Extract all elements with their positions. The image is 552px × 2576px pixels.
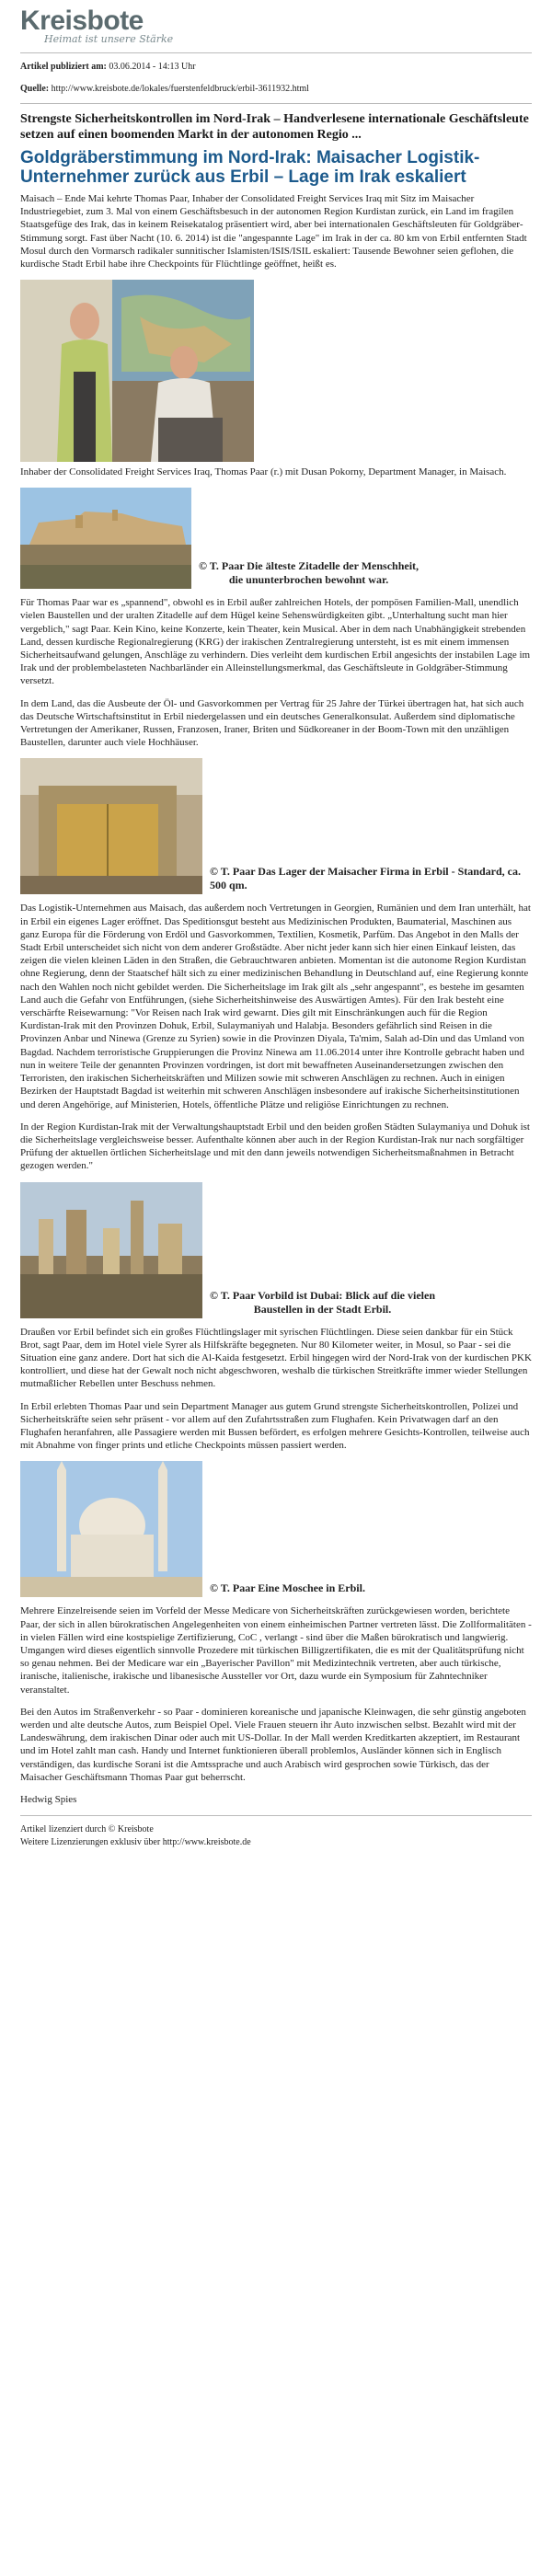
photo2-caption [199, 559, 419, 589]
photo-citadel [20, 488, 191, 589]
divider [20, 52, 532, 53]
logo-wordmark: Kreisbote [20, 6, 144, 36]
photo-warehouse [20, 758, 202, 894]
source-line [20, 83, 532, 96]
more-licenses-line [20, 1836, 532, 1849]
photo4-caption-line2: Baustellen in der Stadt Erbil. [253, 1302, 392, 1316]
kreisbote-logo[interactable] [20, 7, 532, 45]
published-date: 03.06.2014 - 14:13 Uhr [109, 62, 196, 72]
paragraph: Bei den Autos im Straßenverkehr - so Paar - dominieren koreanische und japanische Kleinwagen, die sehr günstig angeboten werden und alte deutsche Autos, zum Beispiel Opel. Viele Frauen steuern ihr Auto inzwischen selbst. Bezahlt wird mit der Landeswährung, dem irakischen Dinar oder auch mit US-Dollar. In der Mall werden Kreditkarten akzeptiert, im Restaurant und im Hotel zahlt man cash. Handy und Internet funktionieren überall problemlos, Ausländer können sich in Englisch verständigen, das kurdische Sorani ist die Amtssprache und auch Arabisch wird gesprochen sowie Türkisch, das der Maisacher Geschäftsmann Thomas Paar gut beherrscht. [20, 1706, 526, 1783]
divider [20, 103, 532, 104]
paragraph: Das Logistik-Unternehmen aus Maisach, das außerdem noch Vertretungen in Georgien, Rumänien und dem Iran unterhält, hat in Erbil ein eigenes Lager eröffnet. Das Speditionsgut besteht aus Medizinischen Produkten, Baumaterial, Maschinen aus ganz Europa für die Förderung von Erdöl und Gasvorkommen, Textilien, Kosmetik, Parfüm. Das Angebot in den Malls der Stadt Erbil unterscheidet sich nicht von dem anderer Großstädte. Aber nicht jeder kann sich hier einen Einkauf leisten, das zeigen die vielen kleinen Läden in den Straßen, die Gebrauchtwaren anbieten. Momentan ist die autonome Region Kurdistan ohne Regierung, denn der Staatschef hält sich zu einer medizinischen Behandlung in Deutschland auf, eine Regierung konnte nach den Wahlen noch nicht gebildet werden. Die Sicherheitslage im Irak gilt als „sehr angespannt", es bestehe im gesamten Land auch die Gefahr von Entführungen, (siehe Sicherheitshinweise des Auswärtigen Amtes). Für den Irak besteht eine verschärfte Reisewarnung: "Vor Reisen nach Irak wird gewarnt. Dies gilt mit Einschränkungen auch für die Region Kurdistan-Irak mit den Provinzen Dohuk, Erbil, Sulaymaniyah und Halabja. Besonders gefährlich sind Reisen in die Provinzen Anbar und Ninewa (Grenze zu Syrien) sowie in die Provinzen Diyala, Ta'mim, Salah ad-Din und das Umland von Bagdad. Nachdem terroristische Gruppierungen die Provinz Ninewa am 11.06.2014 unter ihre Kontrolle gebracht haben und nun in weitere Teile der genannten Provinzen vordringen, ist dort mit bewaffneten Auseinandersetzungen zwischen den Terroristen, den irakischen Sicherheitskräften und Milizen sowie mit schweren Anschlägen zu rechnen. Auch in einigen Bezirken der Hauptstadt Bagdad ist weiterhin mit schweren Anschlägen insbesondere auf irakische Sicherheitsinstitutionen und deren Angehörige, auf Ministerien, Hotels, öffentliche Plätze und religiöse Einrichtungen zu rechnen. [20, 903, 531, 1110]
published-line [20, 61, 532, 74]
photo4-row [20, 1182, 532, 1318]
photo4-caption [210, 1289, 435, 1318]
photo-city-construction [20, 1182, 202, 1318]
photo5-caption: © T. Paar Eine Moschee in Erbil. [210, 1581, 365, 1595]
article-headline: Goldgräberstimmung im Nord-Irak: Maisacher Logistik-Unternehmer zurück aus Erbil – Lage im Irak eskaliert [20, 148, 480, 187]
paragraph: Mehrere Einzelreisende seien im Vorfeld der Messe Medicare von Sicherheitskräften zurückgewiesen worden, berichtete Paar, der sich in allen bürokratischen Angelegenheiten von einem einheimischen Partner vertreten lässt. Die Zollformalitäten - in vielen Fällen wird eine kostspielige Zertifizierung, CoC , verlangt - sind über die Maßen bürokratisch und langwierig. Umgangen wird dieses eigentlich sinnvolle Prozedere mit türkischen Billigzertifikaten, die es mit der Qualitätsprüfung nicht so genau nehmen. Bei der Medicare war ein „Bayerischer Pavillon" mit Medizintechnik vertreten, aber auch türkische, iranische, italienische, irakische und libanesische Aussteller vor Ort, dazu wurde ein Symposium für Zahntechniker veranstaltet. [20, 1605, 532, 1696]
more-licenses-label: Weitere Lizenzierungen exklusiv über [20, 1837, 161, 1848]
photo1-caption: Inhaber der Consolidated Freight Services Iraq, Thomas Paar (r.) mit Dusan Pokorny, Department Manager, in Maisach. [20, 466, 507, 478]
photo2-caption-line2: die ununterbrochen bewohnt war. [228, 573, 389, 587]
photo2-caption-line1: © T. Paar Die älteste Zitadelle der Menschheit, [199, 559, 420, 573]
paragraph: In der Region Kurdistan-Irak mit der Verwaltungshauptstadt Erbil und den beiden großen Städten Sulaymaniya und Dohuk ist die Sicherheitslage vergleichsweise besser. Aufenthalte können aber auch in der Region Kurdistan-Irak nur nach sorgfältiger Prüfung der aktuellen örtlichen Sicherheitslage und mit den dann jeweils notwendigen Sicherheitsmaßnahmen in Betracht gezogen werden." [20, 1121, 530, 1172]
photo3-row [20, 758, 532, 894]
article-author: Hedwig Spies [20, 1793, 77, 1805]
logo-slogan: Heimat ist unsere Stärke [44, 33, 174, 45]
published-label: Artikel publiziert am: [20, 62, 107, 72]
more-licenses-link[interactable]: http://www.kreisbote.de [162, 1837, 251, 1848]
paragraph: Draußen vor Erbil befindet sich ein großes Flüchtlingslager mit syrischen Flüchtlingen. Diese seien dankbar für ein Stück Brot, sagt Paar, dem im Hotel viele Syrer als Hilfskräfte begegneten. Nur 80 Kilometer weiter, in Mosul, so Paar - sei die Situation eine ganz andere. Dort hat sich die Al-Kaida festgesetzt. Erbil hingegen wird der Nord-Irak von der kurdischen PKK kontrolliert, und diese hat der Gewalt noch nicht abgeschworen, weshalb die türkischen Streitkräfte immer wieder Stellungen mutmaßlicher Rebellen unter Beschuss nehmen. [20, 1326, 532, 1390]
license-line: Artikel lizenziert durch © Kreisbote [20, 1824, 154, 1835]
photo-two-men-office [20, 280, 254, 462]
paragraph: In Erbil erlebten Thomas Paar und sein Department Manager aus gutem Grund strengste Sicherheitskontrollen, Polizei und Sicherheitskräfte seien sehr präsent - vor allem auf den Zufahrtsstraßen zum Flughafen. Kein Privatwagen darf an den Flughafen heranfahren, alle Passagiere werden mit Bussen befördert, es erfolgen mehrere Gesichts-Kontrollen, teilweise auch mit Abnahme von finger prints und etliche Checkpoints müssen passiert werden. [20, 1400, 530, 1452]
paragraph: Für Thomas Paar war es „spannend", obwohl es in Erbil außer zahlreichen Hotels, der pompösen Familien-Mall, unendlich vielen Baustellen und der uralten Zitadelle auf dem Hügel keine Sehenswürdigkeiten gibt. „Unterhaltung sucht man hier vergeblich," sagt Paar. Kein Kino, keine Konzerte, kein Theater, kein Musical. Aber in dem nach Unabhängigkeit strebenden Land, dessen kurdische Regionalregierung (KRG) der irakischen Zentralregierung untersteht, ist es mit einem immensen Sicherheitsaufwand gelungen, Anschläge zu verhindern. Dies verleiht dem kurdischen Erbil angesichts der instabilen Lage im Irak und der problembelasteten Nachbarländer ein Alleinstellungsmerkmal, das Geschäftsleute in Goldgräber-Stimmung versetzt. [20, 597, 531, 687]
photo-mosque [20, 1461, 202, 1597]
article-teaser: Strengste Sicherheitskontrollen im Nord-Irak – Handverlesene internationale Geschäftsleute setzen auf einen boomenden Markt in der autonomen Regio ... [20, 112, 529, 142]
paragraph: In dem Land, das die Ausbeute der Öl- und Gasvorkommen per Vertrag für 25 Jahre der Türkei übertragen hat, hat sich auch das Deutsche Wirtschaftsinstitut in Erbil niedergelassen und ein deutsches Generalkonsulat. Außerdem sind diplomatische Vertretungen der Amerikaner, Russen, Franzosen, Iraner, Briten und Südkoreaner in der Boom-Town mit den unzähligen Baustellen, darunter auch viele Hochhäuser. [20, 697, 524, 749]
article-page [20, 7, 532, 1849]
footer [20, 1823, 532, 1849]
article-intro: Maisach – Ende Mai kehrte Thomas Paar, Inhaber der Consolidated Freight Services Iraq mit Sitz im Maisacher Industriegebiet, zum 3. Mal von einem Geschäftsbesuch in der autonomen Region Kurdistan zurück, ein Land im fragilen Staatsgefüge des Irak, das in keinem Reisekatalog präsentiert wird, aber bei internationalen Geschäftsleuten für Goldgräber-Stimmung sorgt. Fast über Nacht (10. 6. 2014) ist die "angespannte Lage" im Irak in der ca. 80 km von Erbil entfernten Stadt Mosul durch den Vormarsch radikaler sunnitischer Islamisten/ISIS/ISIL eskaliert: Tausende Bewohner seien geflohen, die kurdische Stadt Erbil habe ihre Checkpoints für Flüchtlinge geöffnet, heißt es. [20, 193, 527, 270]
photo2-row [20, 488, 532, 589]
source-label: Quelle: [20, 84, 50, 94]
photo3-caption: © T. Paar Das Lager der Maisacher Firma in Erbil - Standard, ca. 500 qm. [210, 865, 521, 892]
photo4-caption-line1: © T. Paar Vorbild ist Dubai: Blick auf die vielen [210, 1288, 436, 1302]
divider [20, 1815, 532, 1816]
source-link[interactable]: http://www.kreisbote.de/lokales/fuerstenfeldbruck/erbil-3611932.html [51, 84, 309, 94]
photo5-row [20, 1461, 532, 1597]
